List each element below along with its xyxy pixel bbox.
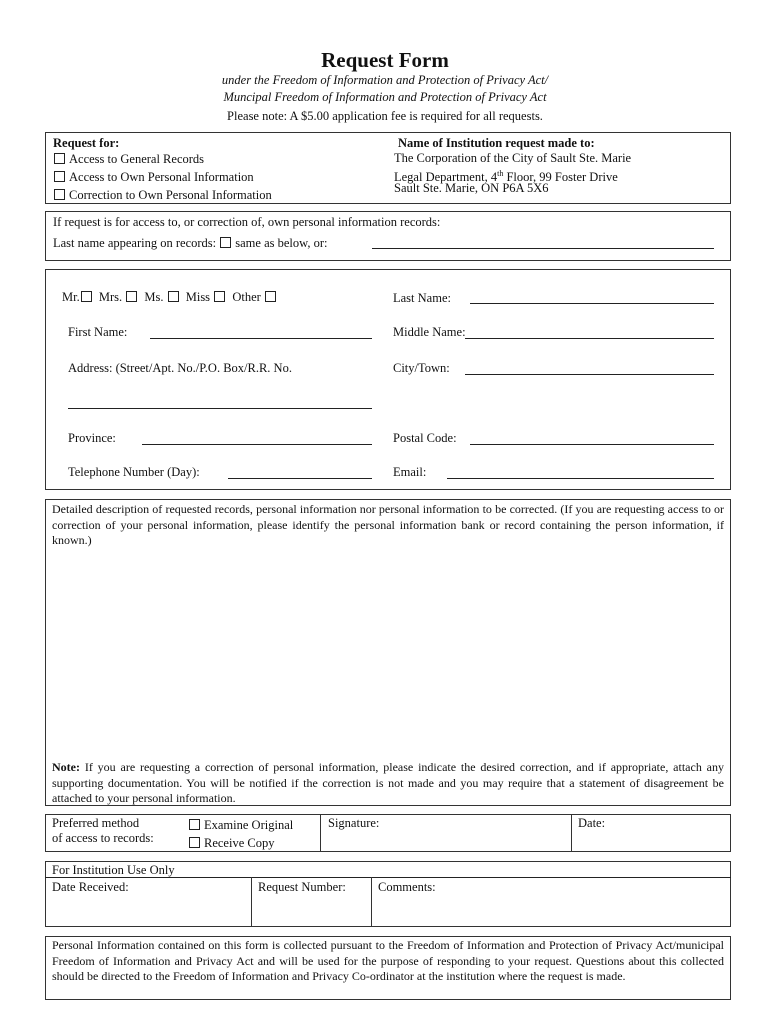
title-ms: Ms. (144, 290, 164, 304)
institution-use-heading: For Institution Use Only (52, 863, 175, 877)
checkbox-icon[interactable] (81, 291, 92, 302)
divider (371, 877, 372, 927)
last-name-label: Last Name: (393, 291, 451, 305)
email-label: Email: (393, 465, 427, 479)
last-name-field[interactable] (470, 303, 714, 304)
middle-name-label: Middle Name: (393, 325, 466, 339)
first-name-field[interactable] (150, 338, 372, 339)
checkbox-icon[interactable] (220, 237, 231, 248)
telephone-field[interactable] (228, 478, 372, 479)
title-mr: Mr. (62, 290, 80, 304)
checkbox-icon[interactable] (189, 837, 200, 848)
checkbox-icon[interactable] (265, 291, 276, 302)
checkbox-icon[interactable] (214, 291, 225, 302)
option-label: Examine Original (204, 818, 294, 832)
comments-label: Comments: (378, 880, 436, 894)
title-other: Other (232, 290, 261, 304)
page-title: Request Form (321, 48, 449, 72)
institution-heading: Name of Institution request made to: (398, 136, 595, 150)
postal-code-field[interactable] (470, 444, 714, 445)
subtitle-line-2: Muncipal Freedom of Information and Protection of Privacy Act (223, 90, 547, 104)
city-label: City/Town: (393, 361, 450, 375)
option-label: Receive Copy (204, 836, 275, 850)
option-label: Access to Own Personal Information (69, 170, 254, 184)
telephone-label: Telephone Number (Day): (68, 465, 200, 479)
divider (571, 814, 572, 852)
option-label: Correction to Own Personal Information (69, 188, 272, 202)
option-general-records[interactable] (53, 152, 204, 167)
province-field[interactable] (142, 444, 372, 445)
checkbox-icon[interactable] (126, 291, 137, 302)
checkbox-icon[interactable] (189, 819, 200, 830)
own-records-line-1: If request is for access to, or correction of, own personal information records: (53, 215, 441, 229)
access-method-label-1: Preferred method (52, 816, 140, 830)
subtitle-line-1: under the Freedom of Information and Protection of Privacy Act/ (221, 73, 549, 87)
option-receive-copy[interactable] (188, 836, 274, 851)
divider (251, 877, 252, 927)
signature-label[interactable]: Signature: (328, 816, 380, 830)
checkbox-icon[interactable] (54, 171, 65, 182)
address-label: Address: (Street/Apt. No./P.O. Box/R.R. No. (68, 361, 292, 375)
title-mrs: Mrs. (98, 290, 123, 304)
option-label: Access to General Records (69, 152, 205, 166)
email-field[interactable] (447, 478, 714, 479)
access-method-label-2: of access to records: (52, 831, 154, 845)
checkbox-icon[interactable] (54, 153, 65, 164)
date-label[interactable]: Date: (578, 816, 606, 830)
option-own-personal-info[interactable] (53, 170, 254, 185)
institution-line-3: Sault Ste. Marie, ON P6A 5X6 (394, 181, 549, 195)
own-records-line-2: Last name appearing on records: same as below, or: (53, 236, 328, 250)
title-options (62, 290, 280, 305)
correction-note: Note: If you are requesting a correction of personal information, please indicate the desired correction, and if appropriate, attach any supporting documentation. You will be notified if the correction is not made and you may require that a statement of disagreement be attached to your personal information. (52, 760, 724, 805)
checkbox-icon[interactable] (168, 291, 179, 302)
divider (320, 814, 321, 852)
date-received-label: Date Received: (52, 880, 129, 894)
checkbox-icon[interactable] (54, 189, 65, 200)
postal-code-label: Postal Code: (393, 431, 457, 445)
province-label: Province: (68, 431, 116, 445)
option-examine-original[interactable] (188, 818, 293, 833)
institution-line-2: Legal Department, 4th Floor, 99 Foster Drive (394, 169, 618, 185)
middle-name-field[interactable] (465, 338, 714, 339)
fee-note: Please note: A $5.00 application fee is required for all requests. (227, 109, 543, 123)
address-field[interactable] (68, 408, 372, 409)
first-name-label: First Name: (68, 325, 128, 339)
city-field[interactable] (465, 374, 714, 375)
last-name-on-records-field[interactable] (372, 248, 714, 249)
request-number-label: Request Number: (258, 880, 346, 894)
request-for-heading: Request for: (53, 136, 120, 150)
option-correction-personal-info[interactable] (53, 188, 272, 203)
privacy-notice: Personal Information contained on this form is collected pursuant to the Freedom of Information and Protection of Privacy Act/municipal Freedom of Information and Privacy Act and will be used for the purpose of responding to your request. Questions about this collected should be directed to the Freedom of Information and Privacy Co-ordinator at the institution where the request is made. (52, 938, 724, 983)
institution-line-1: The Corporation of the City of Sault Ste. Marie (394, 151, 632, 165)
title-miss: Miss (185, 290, 211, 304)
description-instructions: Detailed description of requested records, personal information nor personal information to be corrected. (If you are requesting access to or correction of your personal information, please identify the personal information bank or record containing the person information, if known.) (52, 502, 724, 547)
